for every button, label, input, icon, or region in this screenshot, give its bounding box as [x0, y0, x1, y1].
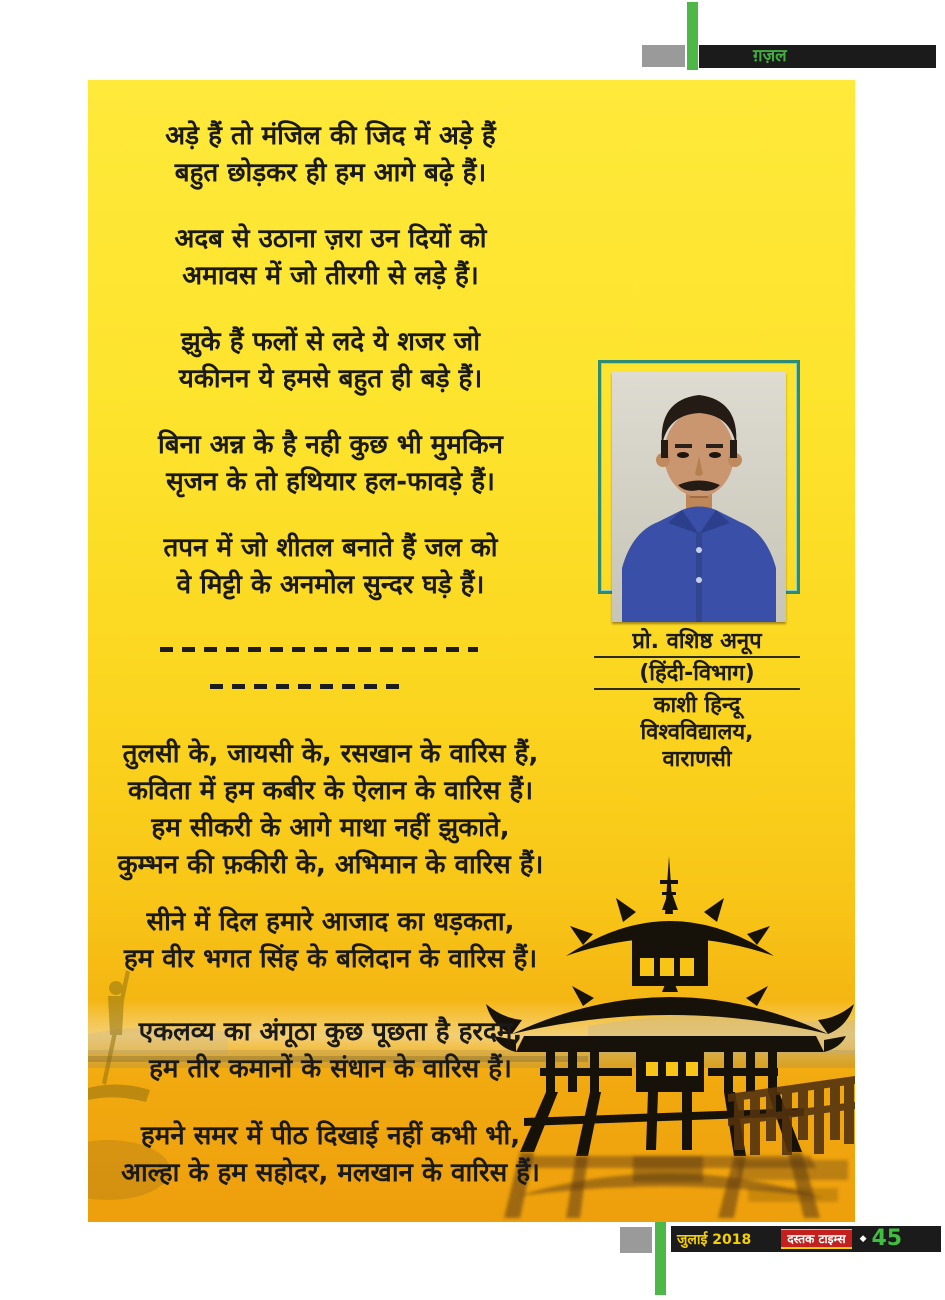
poem-line: सृजन के तो हथियार हल-फावड़े हैं। [166, 467, 495, 497]
poem-line: बहुत छोड़कर ही हम आगे बढ़े हैं। [174, 158, 487, 188]
poem-line: वे मिट्टी के अनमोल सुन्दर घड़े हैं। [176, 570, 485, 600]
header-title-bar [699, 45, 936, 68]
footer-page-number: 45 [871, 1226, 903, 1251]
poem-line: हमने समर में पीठ दिखाई नहीं कभी भी, [140, 1121, 521, 1151]
poem-line: एकलव्य का अंगूठा कुछ पूछता है हरदम, [138, 1017, 523, 1047]
stanza [88, 221, 573, 295]
poem-line: अमावस में जो तीरगी से लड़े हैं। [182, 261, 479, 291]
footer-bar [671, 1226, 941, 1252]
poem-line: कविता में हम कबीर के ऐलान के वारिस हैं। [127, 776, 534, 806]
author-photo [612, 372, 786, 622]
stanza [88, 1118, 573, 1192]
poem-line: हम तीर कमानों के संधान के वारिस हैं। [149, 1054, 512, 1084]
poem-line: अदब से उठाना ज़रा उन दियों को [174, 224, 487, 254]
poem-line: आल्हा के हम सहोदर, मलखान के वारिस हैं। [121, 1158, 540, 1188]
header-green-bar [687, 2, 698, 70]
stanza [88, 1014, 573, 1088]
poem-secondary [88, 736, 573, 1192]
stanza [88, 118, 573, 192]
author-department: (हिंदी-विभाग) [594, 660, 800, 690]
footer-date: जुलाई 2018 [677, 1231, 752, 1248]
poem-line: यकीनन ये हमसे बहुत ही बड़े हैं। [178, 364, 483, 394]
poem-line: हम सीकरी के आगे माथा नहीं झुकाते, [151, 813, 510, 843]
stanza [88, 904, 573, 978]
poem-line: तपन में जो शीतल बनाते हैं जल को [163, 533, 498, 563]
poem-line: हम वीर भगत सिंह के बलिदान के वारिस हैं। [123, 944, 538, 974]
footer-gray-block [620, 1227, 652, 1253]
author-institution-line1: काशी हिन्दू [653, 693, 741, 718]
page-title: ग़ज़ल [753, 46, 787, 66]
poem-line: कुम्भन की फ़कीरी के, अभिमान के वारिस हैं। [117, 850, 544, 880]
footer-green-bar [655, 1222, 666, 1295]
poem-line: बिना अन्न के है नही कुछ भी मुमकिन [158, 430, 503, 460]
poem-primary [88, 118, 573, 633]
dashed-separator-short [210, 684, 407, 689]
author-city: वाराणसी [662, 747, 732, 772]
diamond-bullet-icon: ◆ [859, 1234, 867, 1244]
author-institution-line2: विश्वविद्यालय, [640, 720, 754, 745]
stanza [88, 736, 573, 884]
header-gray-block [642, 45, 685, 67]
dashed-separator-long [160, 647, 478, 652]
poem-line: झुके हैं फलों से लदे ये शजर जो [181, 327, 480, 357]
stanza [88, 530, 573, 604]
author-name: प्रो. वशिष्ठ अनूप [594, 628, 800, 658]
poem-line: तुलसी के, जायसी के, रसखान के वारिस हैं, [122, 739, 539, 769]
stanza [88, 427, 573, 501]
content-area [88, 80, 855, 1222]
author-caption [594, 628, 800, 773]
stanza [88, 324, 573, 398]
poem-line: अड़े हैं तो मंजिल की जिद में अड़े हैं [165, 121, 496, 151]
poem-line: सीने में दिल हमारे आजाद का धड़कता, [146, 907, 515, 937]
magazine-logo: दस्तक टाइम्स [781, 1229, 851, 1249]
